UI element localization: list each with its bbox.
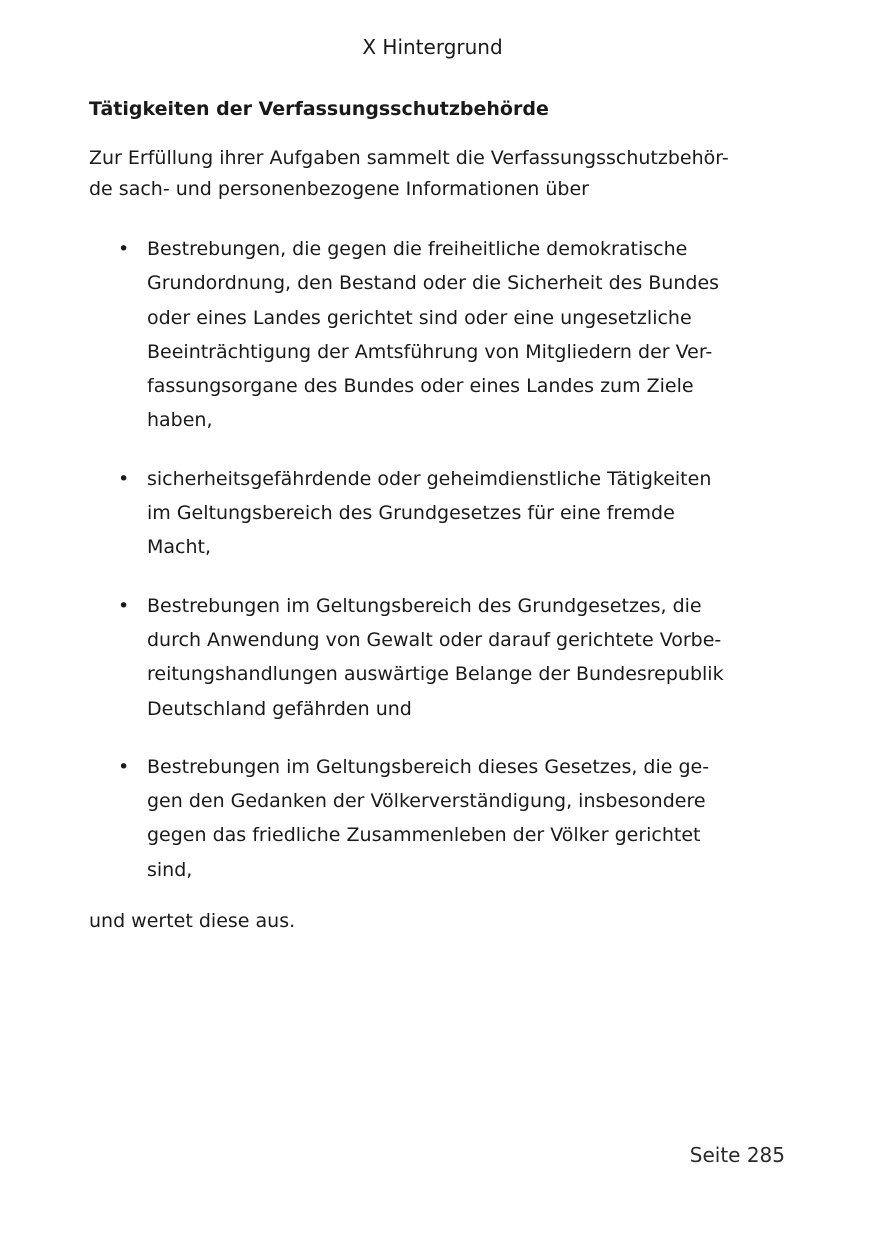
bullet-icon: •	[118, 755, 130, 778]
bullet-line: Macht,	[147, 536, 212, 559]
bullet-line: gen den Gedanken der Völkerverständigung, insbesondere	[147, 790, 706, 813]
bullet-line: Bestrebungen im Geltungsbereich dieses Gesetzes, die ge-	[147, 755, 710, 778]
bullet-line: sind,	[147, 858, 193, 881]
bullet-line: durch Anwendung von Gewalt oder darauf gerichtete Vorbe-	[147, 628, 722, 651]
running-header: X Hintergrund	[362, 35, 503, 59]
bullet-icon: •	[118, 467, 130, 490]
intro-line: de sach- und personenbezogene Informationen über	[89, 178, 589, 200]
section-heading: Tätigkeiten der Verfassungsschutzbehörde	[89, 98, 549, 120]
bullet-item	[89, 750, 769, 887]
bullet-line: reitungshandlungen auswärtige Belange der Bundesrepublik	[147, 663, 724, 686]
bullet-icon: •	[118, 238, 130, 260]
intro-line: Zur Erfüllung ihrer Aufgaben sammelt die Verfassungsschutzbehör-	[89, 147, 729, 169]
bullet-line: haben,	[147, 409, 213, 432]
intro-paragraph	[89, 143, 739, 205]
bullet-line: Grundordnung, den Bestand oder die Sicherheit des Bundes	[147, 272, 720, 295]
bullet-line: Deutschland gefährden und	[147, 697, 412, 720]
page-number: Seite 285	[689, 1143, 785, 1167]
bullet-list	[89, 232, 769, 911]
bullet-icon: •	[118, 594, 130, 617]
bullet-line: sicherheitsgefährdende oder geheimdienstliche Tätigkeiten	[147, 467, 712, 490]
bullet-line: fassungsorgane des Bundes oder eines Landes zum Ziele	[147, 375, 694, 398]
bullet-item	[89, 462, 769, 565]
bullet-line: Bestrebungen, die gegen die freiheitliche demokratische	[147, 238, 688, 260]
bullet-line: Beeinträchtigung der Amtsführung von Mitgliedern der Ver-	[147, 340, 713, 363]
bullet-line: gegen das friedliche Zusammenleben der Völker gerichtet	[147, 824, 701, 847]
bullet-item	[89, 589, 769, 726]
bullet-line: im Geltungsbereich des Grundgesetzes für eine fremde	[147, 502, 675, 525]
closing-paragraph: und wertet diese aus.	[89, 910, 296, 932]
bullet-line: Bestrebungen im Geltungsbereich des Grundgesetzes, die	[147, 594, 702, 617]
bullet-item	[89, 232, 769, 438]
bullet-line: oder eines Landes gerichtet sind oder eine ungesetzliche	[147, 306, 692, 329]
